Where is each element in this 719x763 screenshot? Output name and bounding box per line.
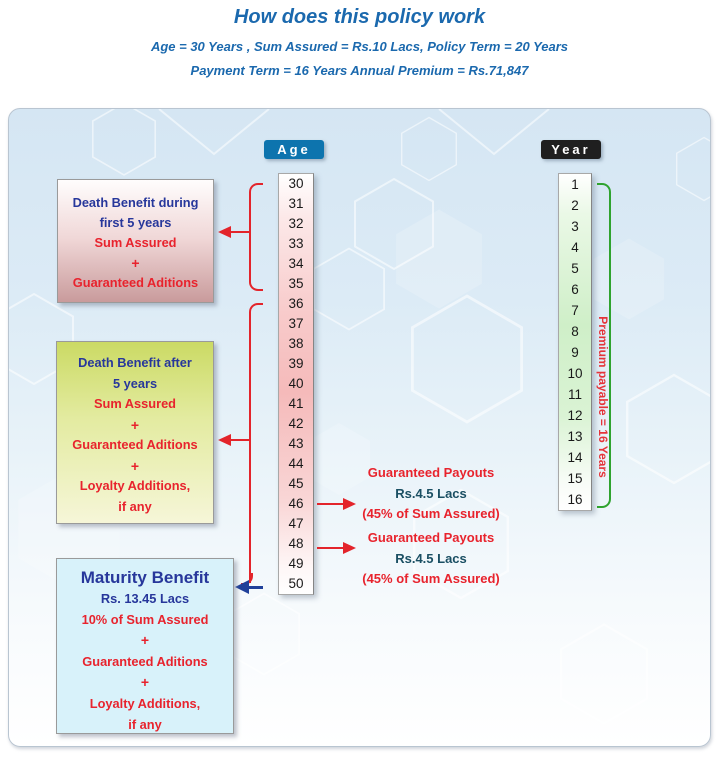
age-cell: 30 (288, 176, 304, 191)
payout-line: Rs.4.5 Lacs (395, 550, 467, 566)
age-cell: 37 (288, 316, 304, 331)
guaranteed-payout-age48-text (346, 528, 516, 590)
death-benefit-first5-arrow-line (231, 231, 249, 233)
age-cell: 36 (288, 296, 304, 311)
year-cell: 3 (571, 219, 579, 234)
age-column-header: Age (264, 140, 324, 159)
benefit-box-line: first 5 years (99, 215, 172, 230)
maturity-arrow-line (249, 586, 263, 589)
age-cell: 49 (288, 556, 304, 571)
age-cell: 38 (288, 336, 304, 351)
death-benefit-after5-arrowhead (218, 434, 231, 446)
benefit-box-line: Guaranteed Aditions (72, 275, 199, 290)
payout-line: Guaranteed Payouts (367, 530, 495, 545)
benefit-box-line: if any (118, 498, 152, 514)
benefit-box-line: Sum Assured (93, 396, 177, 411)
benefit-box-line: Death Benefit after (78, 355, 192, 370)
year-cell: 14 (567, 450, 583, 465)
benefit-box-line: Loyalty Additions, (79, 478, 191, 493)
age-cell: 33 (288, 236, 304, 251)
benefit-box-line: 10% of Sum Assured (81, 612, 209, 627)
age-cell: 35 (288, 276, 304, 291)
year-cell: 6 (571, 282, 579, 297)
benefit-box-line: Guaranteed Aditions (72, 437, 198, 452)
benefit-box-line: if any (128, 717, 162, 732)
benefit-box-line: Death Benefit during (72, 195, 199, 210)
year-column-header: Year (541, 140, 601, 159)
payout-line: Guaranteed Payouts (367, 465, 495, 480)
payout-arrow-age46-line (317, 503, 343, 505)
death-benefit-after-5-years-box (56, 341, 214, 524)
policy-params-line1: Age = 30 Years , Sum Assured = Rs.10 Lacs, Policy Term = 20 Years (150, 39, 569, 54)
benefit-box-line: + (130, 416, 140, 433)
age-cell: 47 (288, 516, 304, 531)
age-cell: 34 (288, 256, 304, 271)
year-cell: 11 (567, 387, 582, 402)
age-cell: 40 (288, 376, 304, 391)
age-cell: 46 (288, 496, 304, 511)
diagram-panel (8, 108, 711, 747)
year-cell: 2 (571, 198, 579, 213)
year-cell: 12 (567, 408, 583, 423)
year-cell: 1 (571, 177, 579, 192)
payout-line: (45% of Sum Assured) (362, 506, 500, 521)
benefit-box-line: + (130, 457, 140, 474)
year-cell: 9 (571, 345, 579, 360)
payout-arrow-age48-line (317, 547, 343, 549)
age-36-50-bracket (249, 303, 263, 583)
benefit-box-line: Maturity Benefit (80, 568, 210, 587)
year-cell: 5 (571, 261, 579, 276)
maturity-arrowhead (235, 580, 249, 594)
maturity-benefit-box (56, 558, 234, 734)
age-cell: 43 (288, 436, 304, 451)
payout-line: (45% of Sum Assured) (362, 571, 500, 586)
age-cell: 41 (288, 396, 304, 411)
death-benefit-after5-arrow-line (231, 439, 249, 441)
age-cell: 42 (288, 416, 304, 431)
age-cell: 31 (288, 196, 304, 211)
death-benefit-first5-arrowhead (218, 226, 231, 238)
age-cell: 39 (288, 356, 304, 371)
benefit-box-line: Sum Assured (94, 235, 177, 250)
benefit-box-line: + (140, 674, 150, 690)
age-cell: 48 (288, 536, 304, 551)
year-cell: 7 (571, 303, 579, 318)
year-cell: 4 (571, 240, 579, 255)
benefit-box-line: + (131, 255, 140, 271)
year-cell: 16 (567, 492, 583, 507)
benefit-box-line: Loyalty Additions, (89, 696, 201, 711)
benefit-box-line: Guaranteed Aditions (82, 654, 208, 669)
year-cell: 10 (567, 366, 583, 381)
age-cell: 45 (288, 476, 304, 491)
benefit-box-line: Rs. 13.45 Lacs (100, 591, 190, 606)
year-cell: 8 (571, 324, 579, 339)
year-column (558, 173, 592, 511)
age-cell: 50 (288, 576, 304, 591)
page-title: How does this policy work (233, 6, 486, 28)
guaranteed-payout-age46-text (346, 463, 516, 525)
benefit-box-line: + (140, 632, 150, 648)
premium-payable-label: Premium payable = 16 Years (596, 316, 610, 478)
benefit-box-line: 5 years (112, 375, 158, 391)
age-column (278, 173, 314, 595)
payout-line: Rs.4.5 Lacs (395, 485, 467, 501)
death-benefit-first-5-years-box (57, 179, 214, 303)
year-cell: 13 (567, 429, 583, 444)
policy-params-line2: Payment Term = 16 Years Annual Premium = Rs.71,847 (190, 63, 529, 78)
age-cell: 32 (288, 216, 304, 231)
age-cell: 44 (288, 456, 304, 471)
age-30-35-bracket (249, 183, 263, 291)
year-cell: 15 (567, 471, 583, 486)
